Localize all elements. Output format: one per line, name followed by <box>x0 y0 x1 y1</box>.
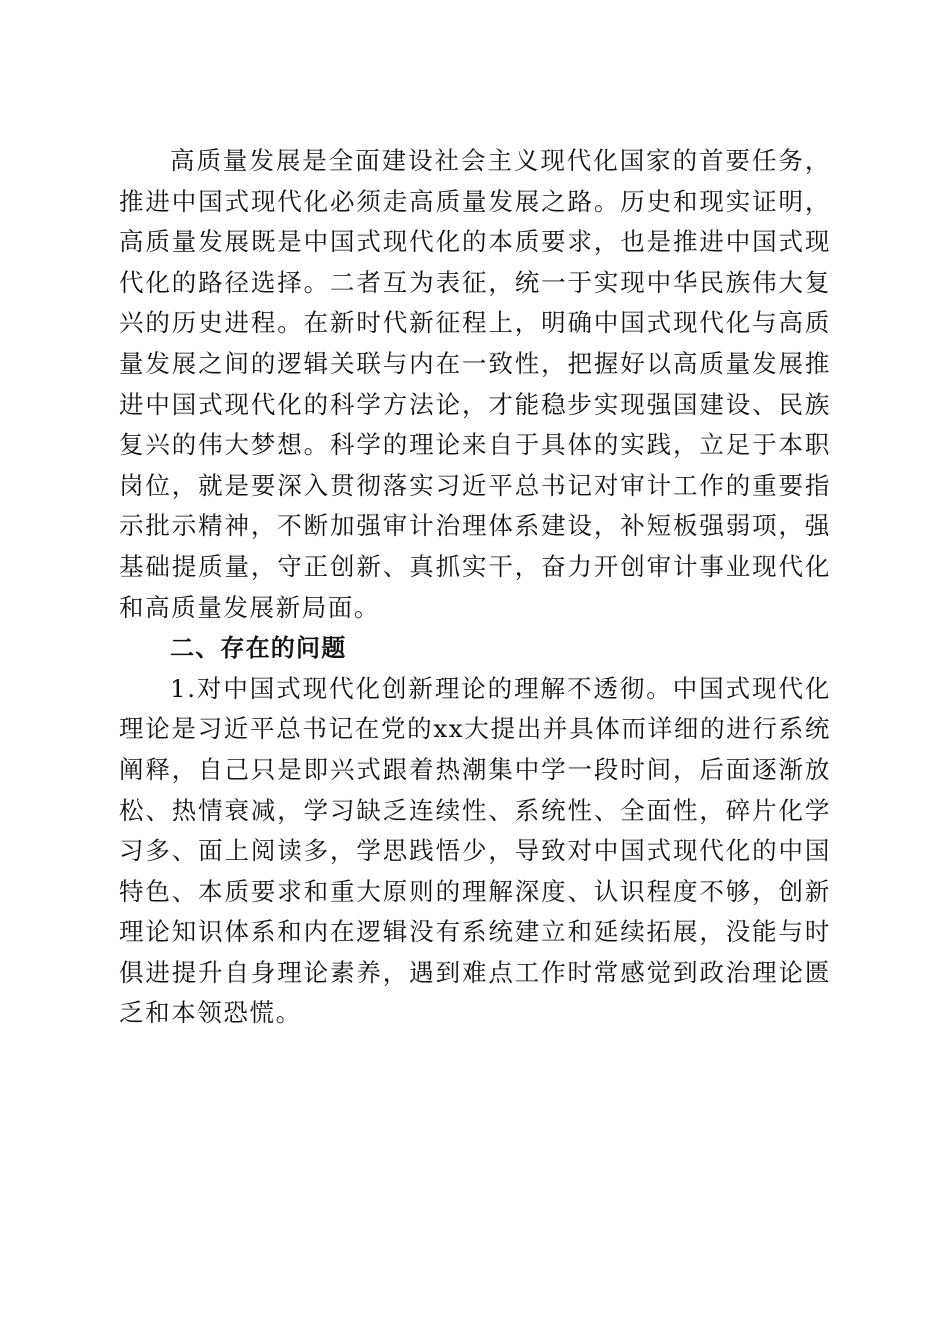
document-body <box>119 141 831 1034</box>
section-heading: 二、存在的问题 <box>170 634 347 663</box>
body-paragraph-intro: 高质量发展是全面建设社会主义现代化国家的首要任务，推进中国式现代化必须走高质量发展之路。历史和现实证明，高质量发展既是中国式现代化的本质要求，也是推进中国式现代化的路径选择。二者互为表征，统一于实现中华民族伟大复兴的历史进程。在新时代新征程上，明确中国式现代化与高质量发展之间的逻辑关联与内在一致性，把握好以高质量发展推进中国式现代化的科学方法论，才能稳步实现强国建设、民族复兴的伟大梦想。科学的理论来自于具体的实践，立足于本职岗位，就是要深入贯彻落实习近平总书记对审计工作的重要指示批示精神，不断加强审计治理体系建设，补短板强弱项，强基础提质量，守正创新、真抓实干，奋力开创审计事业现代化和高质量发展新局面。 <box>119 146 831 622</box>
body-paragraph-issue-1: 1.对中国式现代化创新理论的理解不透彻。中国式现代化理论是习近平总书记在党的xx大提出并具体而详细的进行系统阐释，自己只是即兴式跟着热潮集中学一段时间，后面逐渐放松、热情衰减，学习缺乏连续性、系统性、全面性，碎片化学习多、面上阅读多，学思践悟少，导致对中国式现代化的中国特色、本质要求和重大原则的理解深度、认识程度不够，创新理论知识体系和内在逻辑没有系统建立和延续拓展，没能与时俱进提升自身理论素养，遇到难点工作时常感觉到政治理论匮乏和本领恐慌。 <box>119 673 831 1028</box>
